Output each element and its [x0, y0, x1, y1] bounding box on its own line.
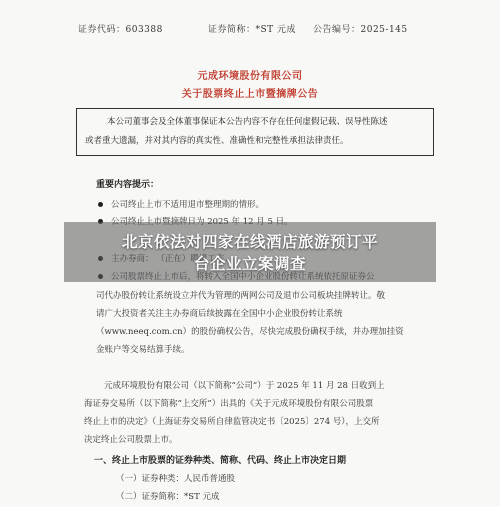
headline-line: 台企业立案调查: [193, 255, 306, 273]
headline-line: 北京依法对四家在线酒店旅游预订平: [121, 233, 378, 251]
board-statement-box: [76, 108, 434, 156]
board-statement-line: 本公司董事会及全体董事保证本公告内容不存在任何虚假记载、误导性陈述: [107, 117, 388, 127]
section-item: （一）证券种类：人民币普通股: [116, 474, 236, 484]
section-item: （二）证券简称：*ST 元成: [116, 492, 220, 502]
board-statement-line: 或者重大遗漏，并对其内容的真实性、准确性和完整性承担法律责任。: [85, 136, 349, 146]
security-abbreviation: 证券简称：*ST 元成: [208, 25, 297, 35]
announcement-number: 公告编号：2025-145: [313, 25, 408, 35]
paragraph-line: （www.neeq.com.cn）的股份确权公告，尽快完成股份确权手续，并办理加挂资: [96, 327, 404, 337]
paragraph-line: 请广大投资者关注主办券商后续披露在全国中小企业股份转让系统: [96, 309, 343, 319]
bullet-dot-icon: [98, 202, 103, 207]
paragraph-line: 终止上市的决定》（上海证券交易所自律监管决定书〔2025〕274 号），上交所: [84, 417, 380, 427]
company-name: 元成环境股份有限公司: [197, 71, 303, 82]
paragraph-line: 司代办股份转让系统设立并代为管理的两网公司及退市公司板块挂牌转让。敬: [96, 291, 386, 301]
section-heading: 一、终止上市股票的证券种类、简称、代码、终止上市决定日期: [94, 456, 347, 466]
important-notice-heading: 重要内容提示：: [96, 180, 160, 190]
paragraph-line: 元成环境股份有限公司（以下简称“公司”）于 2025 年 11 月 28 日收到上: [104, 381, 385, 391]
security-code: 证券代码：603388: [78, 25, 163, 35]
bullet-item: 公司终止上市不适用退市整理期的情形。: [98, 198, 264, 210]
announcement-title: 关于股票终止上市暨摘牌公告: [181, 89, 319, 100]
paragraph-line: 海证券交易所（以下简称“上交所”）出具的《关于元成环境股份有限公司股票: [84, 399, 374, 409]
paragraph-line: 决定终止公司股票上市。: [84, 435, 178, 445]
paragraph-line: 金账户等交易结算手续。: [96, 345, 190, 355]
